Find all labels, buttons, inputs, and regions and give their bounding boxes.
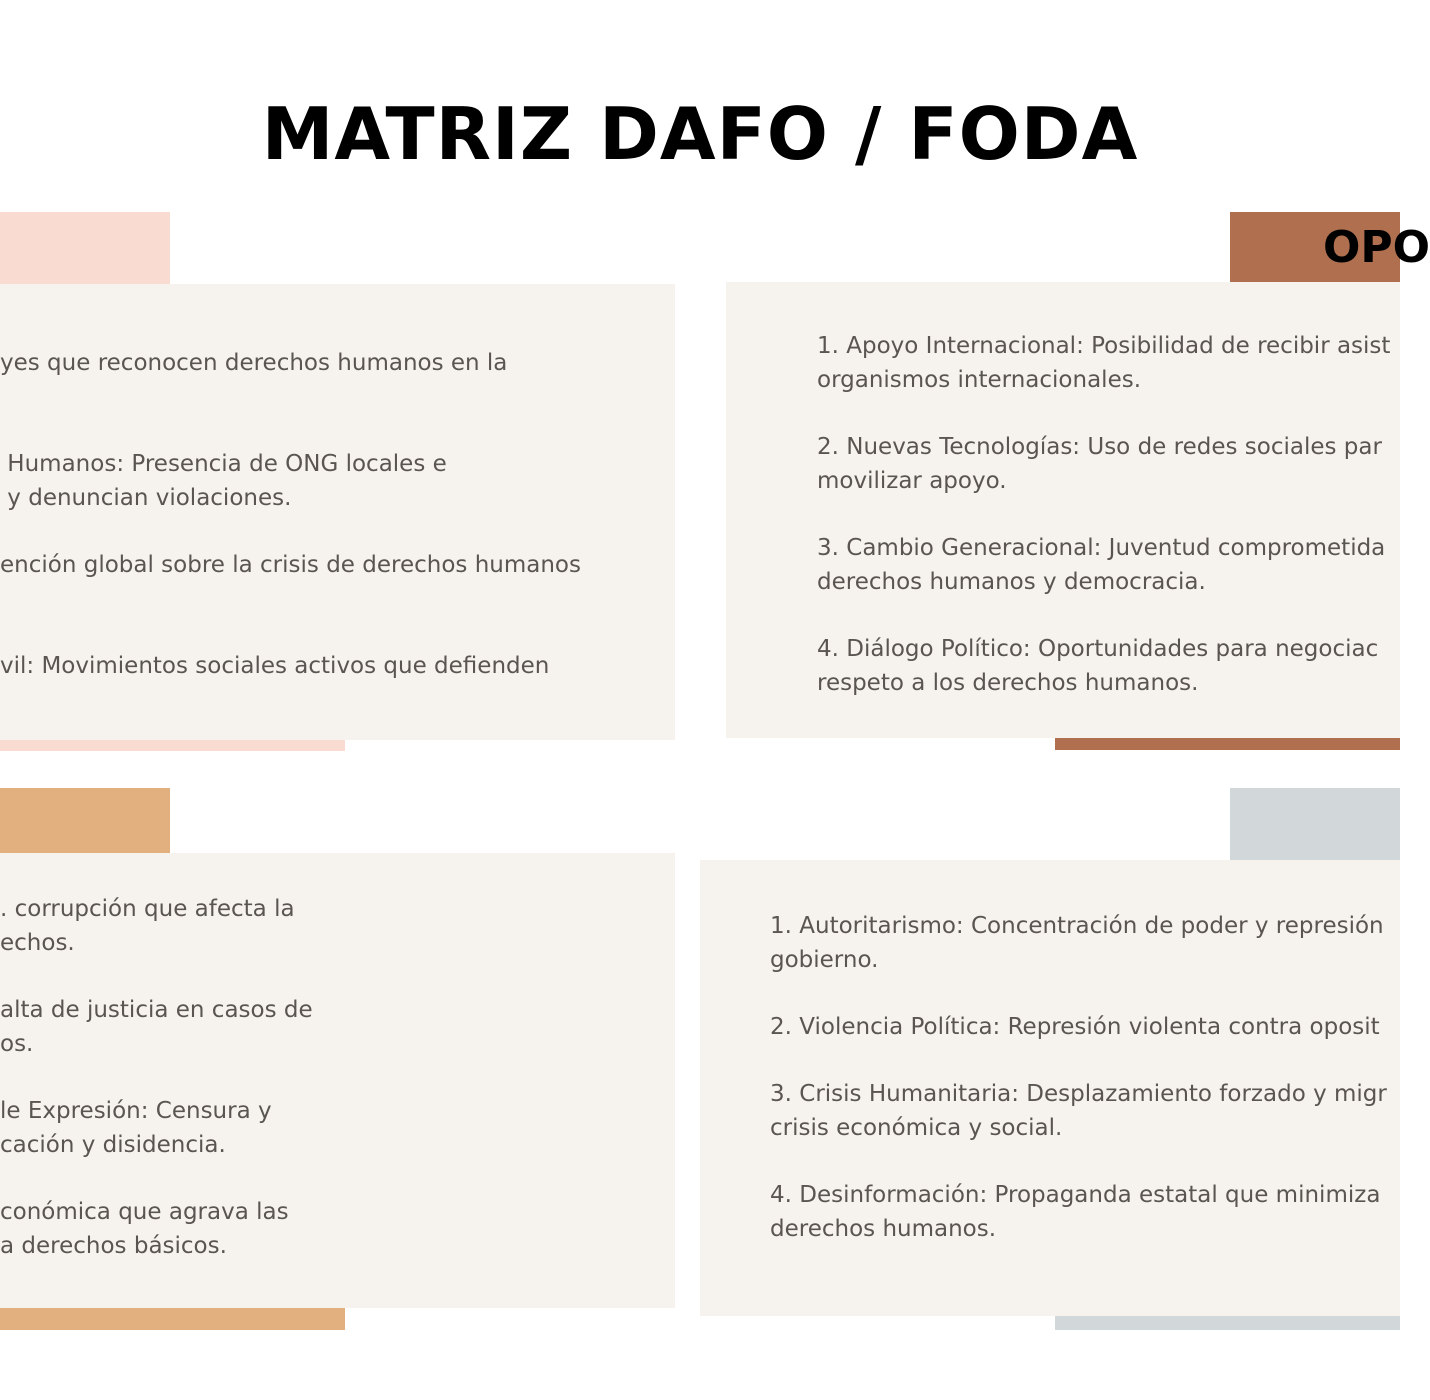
oportunidades-tab-label: OPO bbox=[1323, 222, 1430, 273]
oportunidades-item-1: 1. Apoyo Internacional: Posibilidad de recibir asist organismos internacionales. bbox=[817, 333, 1391, 393]
oportunidades-bottom-bar bbox=[1055, 738, 1400, 750]
fortalezas-panel bbox=[0, 284, 675, 740]
debilidades-tab bbox=[0, 788, 170, 853]
page-title: MATRIZ DAFO / FODA bbox=[261, 92, 1139, 176]
amenazas-item-4: 4. Desinformación: Propaganda estatal que minimiza derechos humanos. bbox=[770, 1182, 1381, 1242]
oportunidades-item-2: 2. Nuevas Tecnologías: Uso de redes sociales par movilizar apoyo. bbox=[817, 434, 1382, 494]
debilidades-item-4: conómica que agrava las a derechos básicos. bbox=[0, 1199, 289, 1259]
oportunidades-panel bbox=[726, 282, 1400, 738]
amenazas-bottom-bar bbox=[1055, 1316, 1400, 1330]
amenazas-panel bbox=[700, 860, 1400, 1316]
debilidades-item-2: alta de justicia en casos de os. bbox=[0, 997, 313, 1057]
fortalezas-item-3: ención global sobre la crisis de derechos humanos bbox=[0, 552, 581, 578]
oportunidades-tab bbox=[1230, 212, 1430, 282]
fortalezas-tab bbox=[0, 212, 170, 284]
amenazas-item-2: 2. Violencia Política: Represión violenta contra oposit bbox=[770, 1014, 1380, 1040]
oportunidades-item-3: 3. Cambio Generacional: Juventud comprometida derechos humanos y democracia. bbox=[817, 535, 1386, 595]
amenazas-tab bbox=[1230, 788, 1400, 860]
fortalezas-item-1: yes que reconocen derechos humanos en la bbox=[0, 350, 508, 376]
fortalezas-item-2: Humanos: Presencia de ONG locales e y denuncian violaciones. bbox=[7, 451, 447, 511]
debilidades-item-3: le Expresión: Censura y cación y disidencia. bbox=[0, 1098, 272, 1158]
amenazas-item-3: 3. Crisis Humanitaria: Desplazamiento forzado y migr crisis económica y social. bbox=[770, 1081, 1387, 1141]
fortalezas-bottom-bar bbox=[0, 740, 345, 751]
debilidades-item-1: . corrupción que afecta la echos. bbox=[0, 896, 295, 956]
amenazas-item-1: 1. Autoritarismo: Concentración de poder y represión gobierno. bbox=[770, 913, 1384, 973]
debilidades-bottom-bar bbox=[0, 1308, 345, 1330]
fortalezas-item-4: vil: Movimientos sociales activos que defienden bbox=[0, 653, 550, 679]
debilidades-panel bbox=[0, 853, 675, 1308]
oportunidades-item-4: 4. Diálogo Político: Oportunidades para negociac respeto a los derechos humanos. bbox=[817, 636, 1379, 696]
